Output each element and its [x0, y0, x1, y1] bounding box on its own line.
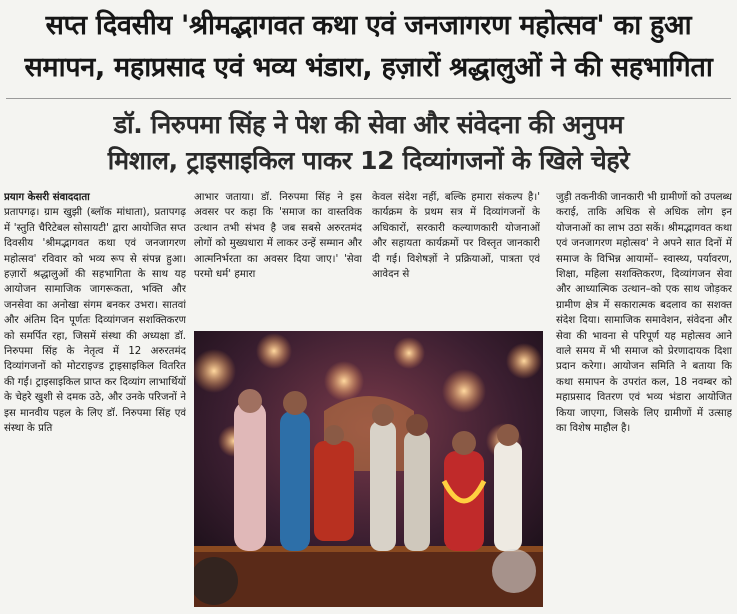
column-3-text: केवल संदेश नहीं, बल्कि हमारा संकल्प है।' कार्यक्रम के प्रथम सत्र में दिव्यांगजनों के अधिकारों, सरकारी कल्याणकारी योजनाओं और सहायता कार्यक्रमों पर विस्तृत जानकारी दी गई। विशेषज्ञों ने प्रक्रियाओं, पात्रता एवं आवेदन से — [372, 192, 540, 281]
column-1-text: प्रतापगढ़। ग्राम खुझी (ब्लॉक मांधाता), प्रतापगढ़ में 'स्तुति चैरिटेबल सोसायटी' द्वारा आयोजित सप्त दिवसीय 'श्रीमद्भागवत कथा एवं जनजागरण महोत्सव' रविवार को भव्य रूप से संपन्न हुआ। हज़ारों श्रद्धालुओं की सहभागिता के साथ यह आयोजन सामाजिक जागरूकता, भक्ति और जनसेवा का अनोखा संगम बनकर उभरा। सातवां और अंतिम दिन पूर्णतः दिव्यांगजन सशक्तिकरण को समर्पित रहा, जिसमें संस्था की अध्यक्षा डॉ. निरुपमा सिंह के नेतृत्व में 12 अरुरतमंद दिव्यांगजनों को मोटराइज्ड ट्राइसाइकिल वितरित की गईं। ट्राइसाइकिल प्राप्त कर दिव्यांग लाभार्थियों के चेहरे खुशी से दमक उठे, और उनके परिजनों ने इस मानवीय पहल के लिए डॉ. निरुपमा सिंह एवं संस्था के प्रति — [4, 207, 186, 435]
article-column-4 — [556, 190, 732, 610]
subheadline-line-1: डॉ. निरुपमा सिंह ने पेश की सेवा और संवेदना की अनुपम — [113, 110, 624, 139]
headline-line-1: सप्त दिवसीय 'श्रीमद्भागवत कथा एवं जनजागरण महोत्सव' का हुआ — [45, 10, 692, 41]
column-4-text: जुड़ी तकनीकी जानकारी भी ग्रामीणों को उपलब्ध कराई, ताकि अधिक से अधिक लोग इन योजनाओं का लाभ उठा सकें। श्रीमद्भागवत कथा एवं जनजागरण महोत्सव' ने अपने सात दिनों में समाज के विभिन्न आयामों– स्वास्थ्य, पर्यावरण, शिक्षा, महिला सशक्तिकरण, दिव्यांगजन सेवा और आध्यात्मिक उत्थान–को एक साथ जोड़कर ग्रामीण क्षेत्र में सकारात्मक बदलाव का सशक्त संदेश दिया। सामाजिक समावेशन, संवेदना और सेवा की भावना से परिपूर्ण यह महोत्सव आने वाले समय में भी समाज को प्रेरणादायक दिशा प्रदान करेगा। आयोजन समिति ने बताया कि कथा समापन के उपरांत कल, 18 नवम्बर को महाप्रसाद वितरण एवं भव्य भंडारा आयोजित किया जाएगा, जिसके लिए ग्रामीणों में उत्साह का विशेष माहौल है। — [556, 192, 732, 435]
byline: प्रयाग केसरी संवाददाता — [4, 192, 90, 203]
column-2-text: आभार जताया। डॉ. निरुपमा सिंह ने इस अवसर पर कहा कि 'समाज का वास्तविक उत्थान तभी संभव है जब सबसे अरुरतमंद लोगों को मुख्यधारा में लाकर उन्हें सम्मान और आत्मनिर्भरता का अवसर दिया जाए।' 'सेवा परमो धर्म' हमारा — [194, 192, 362, 281]
headline-line-2: समापन, महाप्रसाद एवं भव्य भंडारा, हज़ारों श्रद्धालुओं ने की सहभागिता — [24, 52, 713, 83]
divider — [6, 98, 731, 99]
event-photo — [194, 331, 543, 607]
subheadline-line-2: मिशाल, ट्राइसाइकिल पाकर 12 दिव्यांगजनों के खिले चेहरे — [107, 146, 630, 175]
article-column-2 — [194, 190, 362, 328]
article-column-1 — [4, 190, 186, 610]
article-column-3 — [372, 190, 540, 328]
